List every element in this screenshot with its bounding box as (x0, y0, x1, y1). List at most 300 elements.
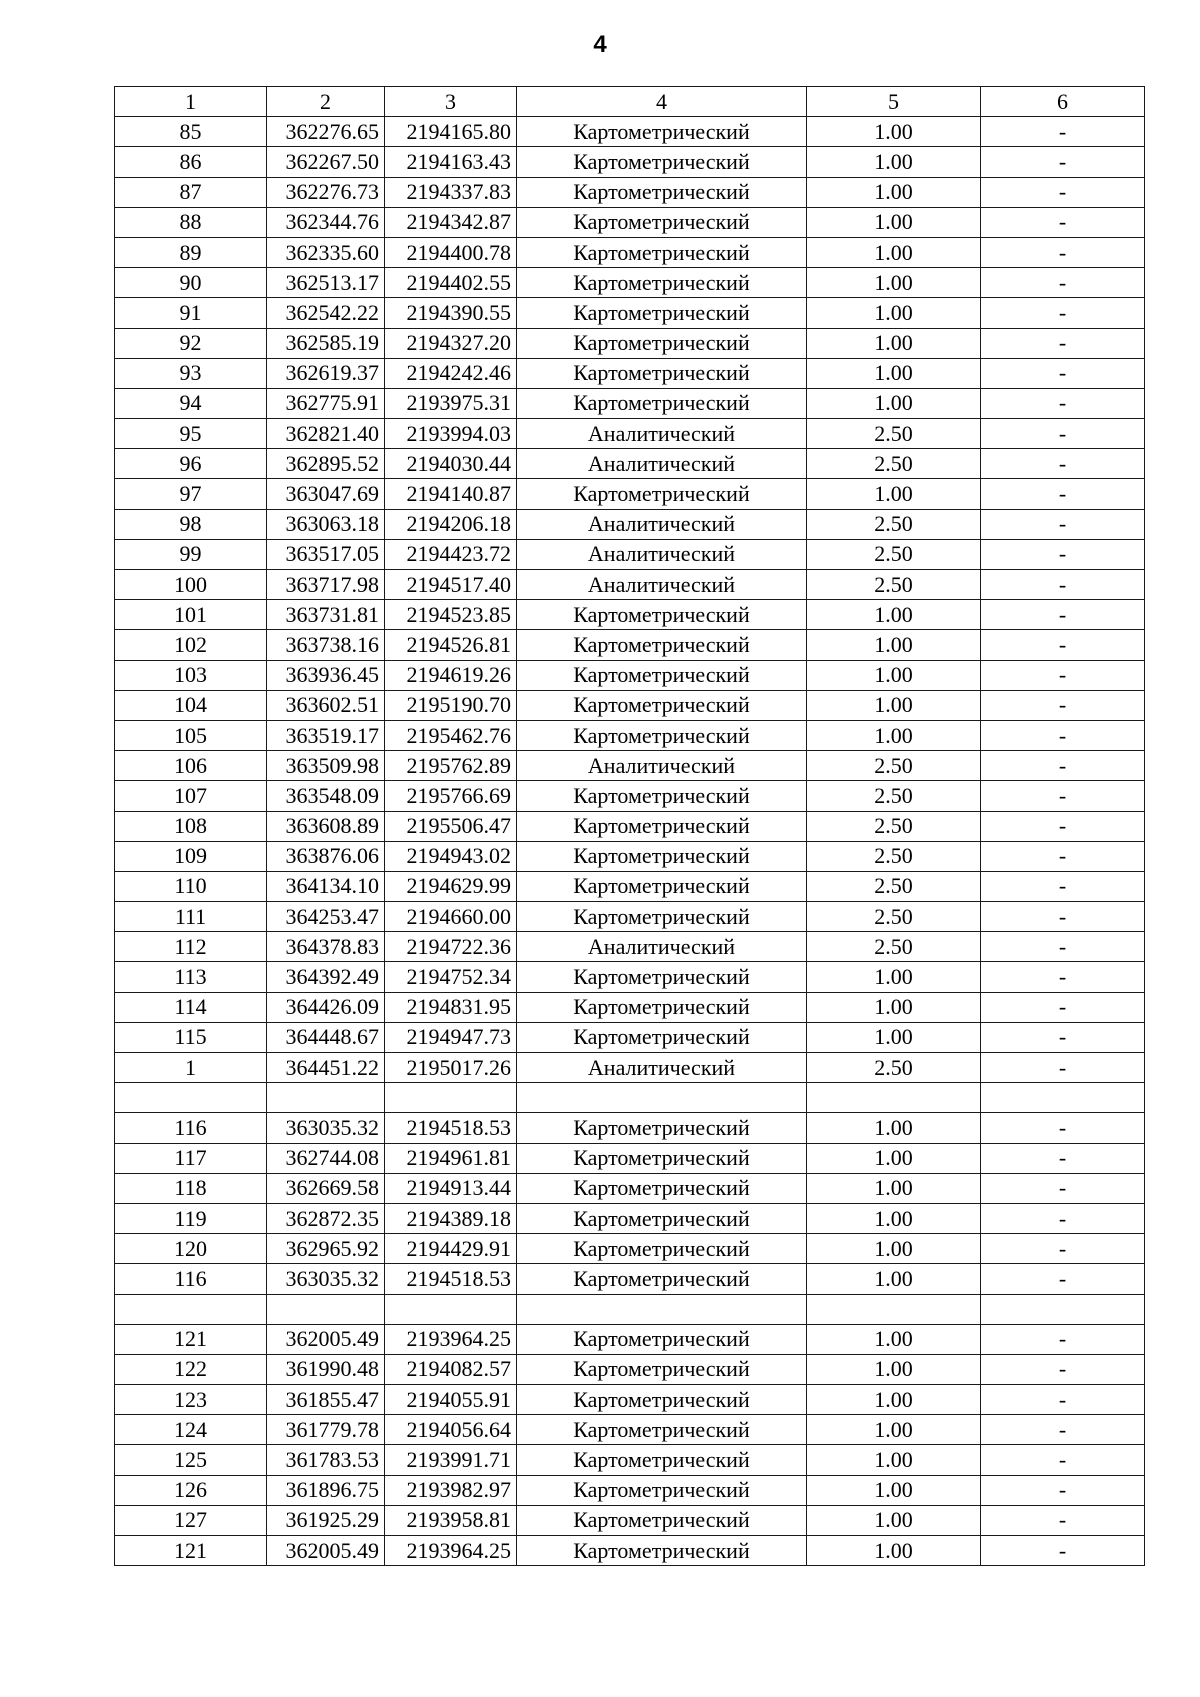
y-coordinate-cell: 2194526.81 (385, 630, 517, 660)
x-coordinate-cell: 363738.16 (267, 630, 385, 660)
table-row (115, 539, 1145, 569)
note-cell: - (981, 992, 1145, 1022)
accuracy-cell: 1.00 (807, 1234, 981, 1264)
note-cell: - (981, 962, 1145, 992)
accuracy-cell: 1.00 (807, 1536, 981, 1566)
table-row (115, 237, 1145, 267)
note-cell: - (981, 1324, 1145, 1354)
accuracy-cell: 2.50 (807, 449, 981, 479)
table-row (115, 811, 1145, 841)
table-row (115, 1324, 1145, 1354)
x-coordinate-cell: 363936.45 (267, 660, 385, 690)
method-cell: Картометрический (517, 268, 807, 298)
note-cell: - (981, 177, 1145, 207)
table-row (115, 147, 1145, 177)
point-number-cell: 127 (115, 1505, 267, 1535)
point-number-cell: 89 (115, 237, 267, 267)
accuracy-cell: 1.00 (807, 992, 981, 1022)
y-coordinate-cell: 2194242.46 (385, 358, 517, 388)
note-cell: - (981, 1354, 1145, 1384)
point-number-cell: 85 (115, 117, 267, 147)
point-number-cell (115, 1083, 267, 1113)
y-coordinate-cell: 2194429.91 (385, 1234, 517, 1264)
point-number-cell: 116 (115, 1113, 267, 1143)
x-coordinate-cell: 362276.73 (267, 177, 385, 207)
note-cell: - (981, 1143, 1145, 1173)
note-cell: - (981, 841, 1145, 871)
y-coordinate-cell: 2193975.31 (385, 388, 517, 418)
header-cell: 6 (981, 87, 1145, 117)
x-coordinate-cell: 363548.09 (267, 781, 385, 811)
table-row (115, 600, 1145, 630)
table-row (115, 117, 1145, 147)
point-number-cell: 111 (115, 902, 267, 932)
point-number-cell: 103 (115, 660, 267, 690)
accuracy-cell: 2.50 (807, 781, 981, 811)
accuracy-cell: 2.50 (807, 841, 981, 871)
method-cell: Картометрический (517, 1203, 807, 1233)
point-number-cell: 116 (115, 1264, 267, 1294)
table-row (115, 298, 1145, 328)
x-coordinate-cell: 363035.32 (267, 1113, 385, 1143)
note-cell: - (981, 1113, 1145, 1143)
note-cell: - (981, 1475, 1145, 1505)
point-number-cell: 99 (115, 539, 267, 569)
method-cell: Картометрический (517, 147, 807, 177)
x-coordinate-cell: 362744.08 (267, 1143, 385, 1173)
method-cell: Картометрический (517, 1143, 807, 1173)
method-cell: Картометрический (517, 207, 807, 237)
y-coordinate-cell: 2194660.00 (385, 902, 517, 932)
x-coordinate-cell: 362872.35 (267, 1203, 385, 1233)
y-coordinate-cell: 2194517.40 (385, 570, 517, 600)
method-cell: Картометрический (517, 177, 807, 207)
x-coordinate-cell: 361896.75 (267, 1475, 385, 1505)
table-row (115, 932, 1145, 962)
accuracy-cell: 1.00 (807, 147, 981, 177)
note-cell: - (981, 1203, 1145, 1233)
x-coordinate-cell: 362585.19 (267, 328, 385, 358)
point-number-cell: 124 (115, 1415, 267, 1445)
table-row (115, 660, 1145, 690)
accuracy-cell: 2.50 (807, 902, 981, 932)
point-number-cell: 121 (115, 1536, 267, 1566)
note-cell: - (981, 902, 1145, 932)
note-cell: - (981, 1385, 1145, 1415)
table-body (115, 117, 1145, 1566)
accuracy-cell: 1.00 (807, 237, 981, 267)
table-row (115, 962, 1145, 992)
x-coordinate-cell: 364448.67 (267, 1022, 385, 1052)
point-number-cell: 105 (115, 720, 267, 750)
accuracy-cell: 1.00 (807, 479, 981, 509)
table-row (115, 992, 1145, 1022)
point-number-cell (115, 1294, 267, 1324)
table-row (115, 871, 1145, 901)
x-coordinate-cell: 363047.69 (267, 479, 385, 509)
method-cell: Картометрический (517, 902, 807, 932)
x-coordinate-cell: 361925.29 (267, 1505, 385, 1535)
y-coordinate-cell: 2194518.53 (385, 1113, 517, 1143)
y-coordinate-cell: 2194943.02 (385, 841, 517, 871)
y-coordinate-cell (385, 1083, 517, 1113)
accuracy-cell: 1.00 (807, 1113, 981, 1143)
y-coordinate-cell: 2194619.26 (385, 660, 517, 690)
note-cell: - (981, 539, 1145, 569)
y-coordinate-cell: 2194629.99 (385, 871, 517, 901)
note-cell: - (981, 237, 1145, 267)
method-cell: Картометрический (517, 962, 807, 992)
note-cell: - (981, 1022, 1145, 1052)
note-cell: - (981, 479, 1145, 509)
note-cell: - (981, 358, 1145, 388)
x-coordinate-cell: 361783.53 (267, 1445, 385, 1475)
y-coordinate-cell: 2194913.44 (385, 1173, 517, 1203)
note-cell: - (981, 781, 1145, 811)
note-cell: - (981, 419, 1145, 449)
y-coordinate-cell: 2194518.53 (385, 1264, 517, 1294)
note-cell: - (981, 1536, 1145, 1566)
table-row (115, 388, 1145, 418)
method-cell: Картометрический (517, 1234, 807, 1264)
point-number-cell: 119 (115, 1203, 267, 1233)
table-row (115, 1234, 1145, 1264)
accuracy-cell: 2.50 (807, 751, 981, 781)
method-cell (517, 1294, 807, 1324)
note-cell: - (981, 811, 1145, 841)
point-number-cell: 110 (115, 871, 267, 901)
point-number-cell: 96 (115, 449, 267, 479)
accuracy-cell: 1.00 (807, 358, 981, 388)
method-cell: Аналитический (517, 932, 807, 962)
note-cell (981, 1294, 1145, 1324)
y-coordinate-cell: 2193994.03 (385, 419, 517, 449)
point-number-cell: 91 (115, 298, 267, 328)
note-cell: - (981, 449, 1145, 479)
x-coordinate-cell: 363608.89 (267, 811, 385, 841)
point-number-cell: 98 (115, 509, 267, 539)
x-coordinate-cell: 362267.50 (267, 147, 385, 177)
accuracy-cell: 1.00 (807, 177, 981, 207)
header-cell: 2 (267, 87, 385, 117)
table-row (115, 1053, 1145, 1083)
method-cell: Картометрический (517, 358, 807, 388)
note-cell: - (981, 570, 1145, 600)
x-coordinate-cell: 361779.78 (267, 1415, 385, 1445)
x-coordinate-cell: 362005.49 (267, 1324, 385, 1354)
accuracy-cell (807, 1294, 981, 1324)
header-cell: 5 (807, 87, 981, 117)
table-row (115, 1536, 1145, 1566)
method-cell: Картометрический (517, 1536, 807, 1566)
method-cell: Картометрический (517, 781, 807, 811)
point-number-cell: 118 (115, 1173, 267, 1203)
note-cell: - (981, 268, 1145, 298)
point-number-cell: 117 (115, 1143, 267, 1173)
point-number-cell: 101 (115, 600, 267, 630)
y-coordinate-cell: 2194389.18 (385, 1203, 517, 1233)
point-number-cell: 126 (115, 1475, 267, 1505)
note-cell: - (981, 600, 1145, 630)
accuracy-cell: 1.00 (807, 720, 981, 750)
note-cell: - (981, 1053, 1145, 1083)
method-cell: Картометрический (517, 1505, 807, 1535)
point-number-cell: 114 (115, 992, 267, 1022)
note-cell: - (981, 751, 1145, 781)
y-coordinate-cell: 2194337.83 (385, 177, 517, 207)
point-number-cell: 112 (115, 932, 267, 962)
method-cell: Картометрический (517, 841, 807, 871)
y-coordinate-cell: 2195762.89 (385, 751, 517, 781)
x-coordinate-cell: 364392.49 (267, 962, 385, 992)
method-cell: Картометрический (517, 237, 807, 267)
y-coordinate-cell: 2194140.87 (385, 479, 517, 509)
table-header-row (115, 87, 1145, 117)
x-coordinate-cell: 362669.58 (267, 1173, 385, 1203)
header-cell: 1 (115, 87, 267, 117)
accuracy-cell: 1.00 (807, 660, 981, 690)
y-coordinate-cell: 2194390.55 (385, 298, 517, 328)
x-coordinate-cell (267, 1083, 385, 1113)
x-coordinate-cell: 361990.48 (267, 1354, 385, 1384)
accuracy-cell: 2.50 (807, 509, 981, 539)
x-coordinate-cell: 362895.52 (267, 449, 385, 479)
y-coordinate-cell: 2195462.76 (385, 720, 517, 750)
accuracy-cell: 1.00 (807, 1354, 981, 1384)
point-number-cell: 90 (115, 268, 267, 298)
point-number-cell: 109 (115, 841, 267, 871)
x-coordinate-cell: 362619.37 (267, 358, 385, 388)
table-row (115, 328, 1145, 358)
x-coordinate-cell: 363519.17 (267, 720, 385, 750)
table-row (115, 1113, 1145, 1143)
x-coordinate-cell: 363717.98 (267, 570, 385, 600)
accuracy-cell: 1.00 (807, 1264, 981, 1294)
x-coordinate-cell: 363035.32 (267, 1264, 385, 1294)
header-cell: 4 (517, 87, 807, 117)
y-coordinate-cell: 2194056.64 (385, 1415, 517, 1445)
method-cell: Картометрический (517, 1415, 807, 1445)
note-cell: - (981, 720, 1145, 750)
method-cell: Картометрический (517, 660, 807, 690)
point-number-cell: 123 (115, 1385, 267, 1415)
y-coordinate-cell: 2195017.26 (385, 1053, 517, 1083)
y-coordinate-cell: 2194206.18 (385, 509, 517, 539)
method-cell: Картометрический (517, 1445, 807, 1475)
y-coordinate-cell: 2195506.47 (385, 811, 517, 841)
x-coordinate-cell: 362276.65 (267, 117, 385, 147)
table-row (115, 1354, 1145, 1384)
x-coordinate-cell: 363509.98 (267, 751, 385, 781)
method-cell: Картометрический (517, 1264, 807, 1294)
x-coordinate-cell: 364378.83 (267, 932, 385, 962)
y-coordinate-cell (385, 1294, 517, 1324)
accuracy-cell: 1.00 (807, 1385, 981, 1415)
note-cell: - (981, 509, 1145, 539)
accuracy-cell: 1.00 (807, 1203, 981, 1233)
y-coordinate-cell: 2194082.57 (385, 1354, 517, 1384)
x-coordinate-cell: 362344.76 (267, 207, 385, 237)
note-cell: - (981, 690, 1145, 720)
method-cell: Картометрический (517, 630, 807, 660)
x-coordinate-cell: 362335.60 (267, 237, 385, 267)
table-row (115, 902, 1145, 932)
method-cell: Аналитический (517, 509, 807, 539)
method-cell: Картометрический (517, 1173, 807, 1203)
note-cell (981, 1083, 1145, 1113)
method-cell: Картометрический (517, 298, 807, 328)
method-cell: Картометрический (517, 1385, 807, 1415)
point-number-cell: 92 (115, 328, 267, 358)
note-cell: - (981, 207, 1145, 237)
x-coordinate-cell: 364134.10 (267, 871, 385, 901)
x-coordinate-cell: 364426.09 (267, 992, 385, 1022)
table-row (115, 1173, 1145, 1203)
y-coordinate-cell: 2193958.81 (385, 1505, 517, 1535)
point-number-cell: 125 (115, 1445, 267, 1475)
method-cell: Аналитический (517, 570, 807, 600)
note-cell: - (981, 117, 1145, 147)
y-coordinate-cell: 2194165.80 (385, 117, 517, 147)
note-cell: - (981, 1505, 1145, 1535)
point-number-cell: 94 (115, 388, 267, 418)
point-number-cell: 108 (115, 811, 267, 841)
x-coordinate-cell (267, 1294, 385, 1324)
y-coordinate-cell: 2194961.81 (385, 1143, 517, 1173)
method-cell: Картометрический (517, 479, 807, 509)
x-coordinate-cell: 364451.22 (267, 1053, 385, 1083)
note-cell: - (981, 660, 1145, 690)
y-coordinate-cell: 2194831.95 (385, 992, 517, 1022)
y-coordinate-cell: 2194752.34 (385, 962, 517, 992)
table-row (115, 1143, 1145, 1173)
accuracy-cell: 1.00 (807, 1324, 981, 1354)
table-row (115, 690, 1145, 720)
x-coordinate-cell: 362542.22 (267, 298, 385, 328)
x-coordinate-cell: 362005.49 (267, 1536, 385, 1566)
note-cell: - (981, 1445, 1145, 1475)
note-cell: - (981, 1264, 1145, 1294)
table-row (115, 268, 1145, 298)
note-cell: - (981, 1415, 1145, 1445)
point-number-cell: 107 (115, 781, 267, 811)
method-cell: Картометрический (517, 992, 807, 1022)
accuracy-cell: 1.00 (807, 117, 981, 147)
x-coordinate-cell: 363876.06 (267, 841, 385, 871)
y-coordinate-cell: 2193991.71 (385, 1445, 517, 1475)
table-row (115, 1022, 1145, 1052)
note-cell: - (981, 871, 1145, 901)
x-coordinate-cell: 361855.47 (267, 1385, 385, 1415)
x-coordinate-cell: 362965.92 (267, 1234, 385, 1264)
method-cell: Аналитический (517, 449, 807, 479)
method-cell: Картометрический (517, 1324, 807, 1354)
x-coordinate-cell: 362821.40 (267, 419, 385, 449)
coordinates-table (114, 86, 1145, 1566)
table-row (115, 1475, 1145, 1505)
y-coordinate-cell: 2194722.36 (385, 932, 517, 962)
note-cell: - (981, 328, 1145, 358)
note-cell: - (981, 630, 1145, 660)
y-coordinate-cell: 2194327.20 (385, 328, 517, 358)
y-coordinate-cell: 2195766.69 (385, 781, 517, 811)
page-number: 4 (593, 31, 607, 58)
x-coordinate-cell: 364253.47 (267, 902, 385, 932)
note-cell: - (981, 1234, 1145, 1264)
point-number-cell: 122 (115, 1354, 267, 1384)
x-coordinate-cell: 363731.81 (267, 600, 385, 630)
accuracy-cell: 1.00 (807, 600, 981, 630)
accuracy-cell: 1.00 (807, 1173, 981, 1203)
accuracy-cell: 2.50 (807, 932, 981, 962)
table-row (115, 1294, 1145, 1324)
table-row (115, 479, 1145, 509)
table-row (115, 1083, 1145, 1113)
accuracy-cell: 1.00 (807, 1415, 981, 1445)
method-cell: Картометрический (517, 1475, 807, 1505)
method-cell: Картометрический (517, 1022, 807, 1052)
point-number-cell: 97 (115, 479, 267, 509)
note-cell: - (981, 1173, 1145, 1203)
method-cell: Картометрический (517, 1113, 807, 1143)
accuracy-cell: 1.00 (807, 1022, 981, 1052)
method-cell: Аналитический (517, 1053, 807, 1083)
method-cell: Аналитический (517, 419, 807, 449)
table-row (115, 841, 1145, 871)
method-cell: Картометрический (517, 600, 807, 630)
table-row (115, 570, 1145, 600)
table-row (115, 1445, 1145, 1475)
method-cell: Аналитический (517, 539, 807, 569)
note-cell: - (981, 298, 1145, 328)
accuracy-cell: 1.00 (807, 630, 981, 660)
y-coordinate-cell: 2194402.55 (385, 268, 517, 298)
method-cell: Аналитический (517, 751, 807, 781)
y-coordinate-cell: 2194030.44 (385, 449, 517, 479)
accuracy-cell: 1.00 (807, 207, 981, 237)
accuracy-cell: 1.00 (807, 1143, 981, 1173)
x-coordinate-cell: 362513.17 (267, 268, 385, 298)
y-coordinate-cell: 2193964.25 (385, 1536, 517, 1566)
point-number-cell: 120 (115, 1234, 267, 1264)
accuracy-cell: 2.50 (807, 419, 981, 449)
table-row (115, 630, 1145, 660)
method-cell: Картометрический (517, 720, 807, 750)
point-number-cell: 87 (115, 177, 267, 207)
table-row (115, 1203, 1145, 1233)
table-row (115, 207, 1145, 237)
table-row (115, 720, 1145, 750)
table-row (115, 1505, 1145, 1535)
point-number-cell: 86 (115, 147, 267, 177)
accuracy-cell: 1.00 (807, 328, 981, 358)
method-cell: Картометрический (517, 1354, 807, 1384)
accuracy-cell (807, 1083, 981, 1113)
y-coordinate-cell: 2194163.43 (385, 147, 517, 177)
y-coordinate-cell: 2194423.72 (385, 539, 517, 569)
accuracy-cell: 1.00 (807, 388, 981, 418)
accuracy-cell: 1.00 (807, 1475, 981, 1505)
y-coordinate-cell: 2195190.70 (385, 690, 517, 720)
method-cell: Картометрический (517, 690, 807, 720)
y-coordinate-cell: 2194523.85 (385, 600, 517, 630)
x-coordinate-cell: 363063.18 (267, 509, 385, 539)
method-cell: Картометрический (517, 871, 807, 901)
point-number-cell: 106 (115, 751, 267, 781)
accuracy-cell: 2.50 (807, 570, 981, 600)
y-coordinate-cell: 2194055.91 (385, 1385, 517, 1415)
note-cell: - (981, 147, 1145, 177)
